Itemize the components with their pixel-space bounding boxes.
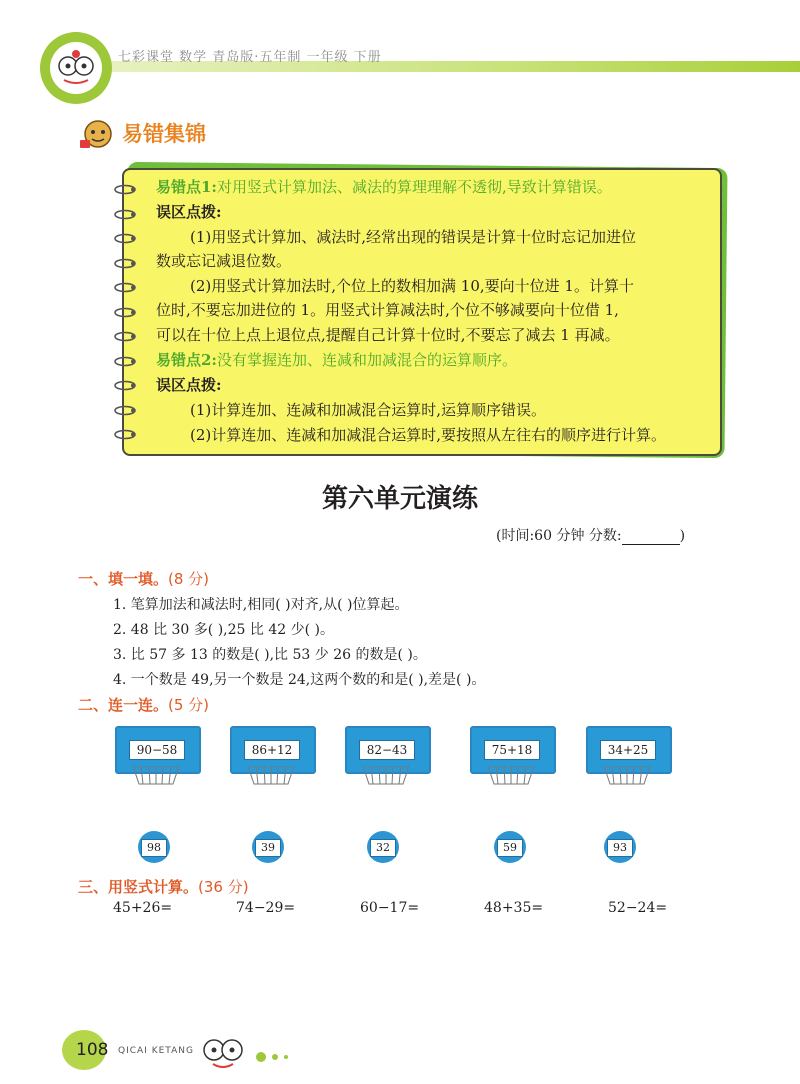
hoop-label: 34+25: [600, 740, 656, 760]
ball-label: 32: [370, 839, 396, 857]
page-number: 108: [76, 1040, 109, 1060]
hoop-label: 82−43: [359, 740, 415, 760]
hoop-5[interactable]: [586, 726, 668, 782]
calc-problem-3: 60−17=: [360, 900, 420, 916]
notebook-ring-icon: [113, 254, 137, 265]
footer-dots-icon: [255, 1048, 295, 1067]
ball-2[interactable]: [252, 831, 284, 863]
notebook-ring-icon: [113, 327, 137, 338]
ball-5[interactable]: [604, 831, 636, 863]
part1-question-4: 4. 一个数是 49,另一个数是 24,这两个数的和是( ),差是( )。: [113, 672, 486, 688]
footer-mascot-icon: [198, 1030, 248, 1078]
notebook-ring-icon: [113, 180, 137, 191]
hoop-label: 75+18: [484, 740, 540, 760]
hoop-3[interactable]: [345, 726, 427, 782]
notebook-ring-icon: [113, 352, 137, 363]
note-line-11: (2)计算连加、连减和加减混合运算时,要按照从左往右的顺序进行计算。: [190, 426, 667, 444]
hoop-label: 86+12: [244, 740, 300, 760]
unit-title: 第六单元演练: [321, 484, 478, 514]
part1-heading: 一、填一填。(8 分): [78, 570, 210, 588]
hoop-1[interactable]: [115, 726, 197, 782]
note-line-6: 位时,不要忘加进位的 1。用竖式计算减法时,个位不够减要向十位借 1,: [156, 301, 619, 319]
ball-label: 59: [497, 839, 523, 857]
ball-label: 39: [255, 839, 281, 857]
ball-1[interactable]: [138, 831, 170, 863]
note-line-8: 易错点2:没有掌握连加、连减和加减混合的运算顺序。: [156, 351, 517, 369]
notebook-ring-icon: [113, 229, 137, 240]
note-line-3: (1)用竖式计算加、减法时,经常出现的错误是计算十位时忘记加进位: [190, 228, 637, 246]
note-line-4: 数或忘记减退位数。: [156, 252, 292, 270]
header-text: 七彩课堂 数学 青岛版·五年制 一年级 下册: [118, 50, 382, 65]
note-line-10: (1)计算连加、连减和加减混合运算时,运算顺序错误。: [190, 401, 547, 419]
part1-question-3: 3. 比 57 多 13 的数是( ),比 53 少 26 的数是( )。: [113, 647, 427, 663]
note-line-5: (2)用竖式计算加法时,个位上的数相加满 10,要向十位进 1。计算十: [190, 277, 634, 295]
part3-heading: 三、用竖式计算。(36 分): [78, 878, 249, 896]
hoop-4[interactable]: [470, 726, 552, 782]
note-line-1: 易错点1:对用竖式计算加法、减法的算理理解不透彻,导致计算错误。: [156, 178, 612, 196]
notebook-ring-icon: [113, 425, 137, 436]
ball-label: 93: [607, 839, 633, 857]
note-line-7: 可以在十位上点上退位点,提醒自己计算十位时,不要忘了减去 1 再减。: [156, 326, 620, 344]
hoop-2[interactable]: [230, 726, 312, 782]
calc-problem-4: 48+35=: [484, 900, 544, 916]
calc-problem-1: 45+26=: [113, 900, 173, 916]
note-line-9: 误区点拨:: [156, 376, 222, 394]
part2-heading: 二、连一连。(5 分): [78, 696, 210, 714]
footer-brand: QICAI KETANG: [118, 1046, 194, 1056]
score-blank: [622, 530, 680, 545]
ball-4[interactable]: [494, 831, 526, 863]
section-title: 易错集锦: [122, 122, 206, 146]
ball-3[interactable]: [367, 831, 399, 863]
notebook-ring-icon: [113, 205, 137, 216]
part1-question-2: 2. 48 比 30 多( ),25 比 42 少( )。: [113, 622, 334, 638]
part1-question-1: 1. 笔算加法和减法时,相同( )对齐,从( )位算起。: [113, 597, 409, 613]
time-score-line: (时间:60 分钟 分数: ): [496, 528, 686, 544]
mascot-logo-icon: [50, 42, 102, 94]
notebook-ring-icon: [113, 376, 137, 387]
note-line-2: 误区点拨:: [156, 203, 222, 221]
ball-label: 98: [141, 839, 167, 857]
notebook-ring-icon: [113, 401, 137, 412]
notebook-ring-icon: [113, 303, 137, 314]
notebook-ring-icon: [113, 278, 137, 289]
pencil-mascot-icon: [78, 116, 118, 156]
calc-problem-5: 52−24=: [608, 900, 668, 916]
hoop-label: 90−58: [129, 740, 185, 760]
calc-problem-2: 74−29=: [236, 900, 296, 916]
